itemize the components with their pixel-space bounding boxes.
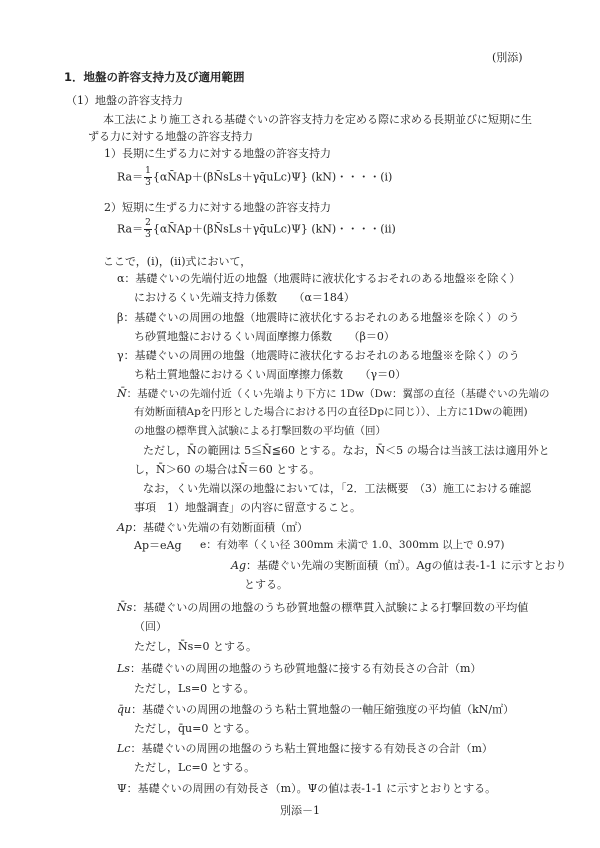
ls-def-line-2: ただし，Ls=0 とする。 [134,682,255,695]
ap-symbol: Ap [117,521,132,534]
lc-def-line-2: ただし，Lc=0 とする。 [134,761,256,774]
ag-symbol: Ag [231,559,246,572]
ag-def-text: ：基礎ぐい先端の実断面積（㎡）。Agの値は表-1-1 に示すとおり [246,559,567,572]
qu-def-line-1 [117,704,514,715]
long-term-heading: 1）長期に生ずる力に対する地盤の許容支持力 [104,147,331,160]
formula-short-fraction [144,219,152,240]
ls-def-text: ：基礎ぐいの周囲の地盤のうち砂質地盤に接する有効長さの合計（m） [129,662,482,675]
ls-symbol: Ls [117,662,130,675]
formula-long-body: {αN̄Ap＋(βN̄sLs＋γq̄uLc)Ψ} (kN)・・・・(ⅰ) [152,170,393,184]
e-def: e：有効率（くい径 300mm 未満で 1.0、300mm 以上で 0.97) [200,539,505,551]
nbar-def-line-7: 事項 1）地盤調査」の内容に留意すること。 [134,501,361,514]
lc-def-line-1 [117,743,493,754]
nbar-def-line-5: し，N̄＞60 の場合はN̄＝60 とする。 [134,463,321,476]
qu-def-line-2: ただし，q̄u=0 とする。 [134,722,256,735]
intro-line-2: ずる力に対する地盤の許容支持力 [88,130,253,143]
psi-def: Ψ：基礎ぐいの周囲の有効長さ（m）。Ψの値は表-1-1 に示すとおりとする。 [117,782,497,795]
qu-symbol: q̄u [117,703,132,716]
ns-def-line-3: ただし，N̄s=0 とする。 [134,640,257,653]
section-title: 1．地盤の許容支持力及び適用範囲 [64,70,245,84]
ls-def-line-1 [117,663,481,674]
attachment-label: (別添) [492,51,523,64]
ns-def-line-1 [117,602,528,613]
alpha-def-1: α：基礎ぐいの先端付近の地盤（地震時に液状化するおそれのある地盤※を除く） [117,272,521,285]
gamma-def-1: γ：基礎ぐいの周囲の地盤（地震時に液状化するおそれのある地盤※を除く）のう [117,349,520,362]
page-footer: 別添－1 [280,804,320,817]
formula-long-fraction [144,167,152,188]
nbar-symbol: N̄ [117,387,127,400]
beta-def-2: ち砂質地盤におけるくい周面摩擦力係数 （β＝0） [134,330,395,343]
nbar-def-line-6: なお，くい先端以深の地盤においては，「2．工法概要 （3）施工における確認 [143,482,531,495]
lc-symbol: Lc [117,742,131,755]
formula-short-body: {αN̄Ap＋(βN̄sLs＋γq̄uLc)Ψ} (kN)・・・・(ⅱ) [152,222,396,236]
where-text: ここで，(ⅰ)，(ⅱ)式において， [103,255,252,268]
qu-def-text: ：基礎ぐいの周囲の地盤のうち粘土質地盤の一軸圧縮強度の平均値（kN/㎡） [131,703,515,716]
beta-def-1: β：基礎ぐいの周囲の地盤（地震時に液状化するおそれのある地盤※を除く）のう [117,311,520,324]
ns-def-text: ：基礎ぐいの周囲の地盤のうち砂質地盤の標準貫入試験による打撃回数の平均値 [132,601,529,614]
nbar-def-line-4: ただし，N̄の範囲は 5≦N̄≦60 とする。なお，N̄＜5 の場合は当該工法は適用外と [143,444,550,457]
alpha-def-2: におけるくい先端支持力係数 （α＝184） [134,291,355,304]
gamma-def-2: ち粘土質地盤におけるくい周面摩擦力係数 （γ＝0） [134,368,407,381]
formula-short [117,219,396,240]
formula-short-denominator: 3 [145,230,151,240]
ns-def-line-2: （回） [134,620,167,633]
formula-long-numerator: 1 [145,166,151,176]
ns-symbol: N̄s [117,601,133,614]
ag-def-line-2: とする。 [244,578,288,591]
ap-def-line-1 [117,522,308,533]
lc-def-text: ：基礎ぐいの周囲の地盤のうち粘土質地盤に接する有効長さの合計（m） [130,742,493,755]
formula-short-lhs: Ra＝ [117,222,144,236]
formula-long [117,167,392,188]
ap-formula: Ap＝eAg [134,539,182,552]
nbar-def-line-3: の地盤の標準貫入試験による打撃回数の平均値（回） [134,425,386,437]
ag-def-line-1 [231,560,566,571]
short-term-heading: 2）短期に生ずる力に対する地盤の許容支持力 [104,201,331,214]
nbar-def-text-1: ：基礎ぐいの先端付近（くい先端より下方に 1Dw（Dw：翼部の直径（基礎ぐいの先端の [126,388,550,400]
nbar-def-line-1 [117,388,549,400]
intro-line-1: 本工法により施工される基礎ぐいの許容支持力を定める際に求める長期並びに短期に生 [103,113,532,126]
formula-short-numerator: 2 [145,218,151,228]
formula-long-denominator: 3 [145,178,151,188]
ap-def-text: ：基礎ぐい先端の有効断面積（㎡） [132,521,308,534]
subsection-heading: （1）地盤の許容支持力 [66,94,183,107]
nbar-def-line-2: 有効断面積Apを円形とした場合における円の直径Dpに同じ））、上方に1Dwの範囲) [134,406,528,418]
formula-long-lhs: Ra＝ [117,170,144,184]
